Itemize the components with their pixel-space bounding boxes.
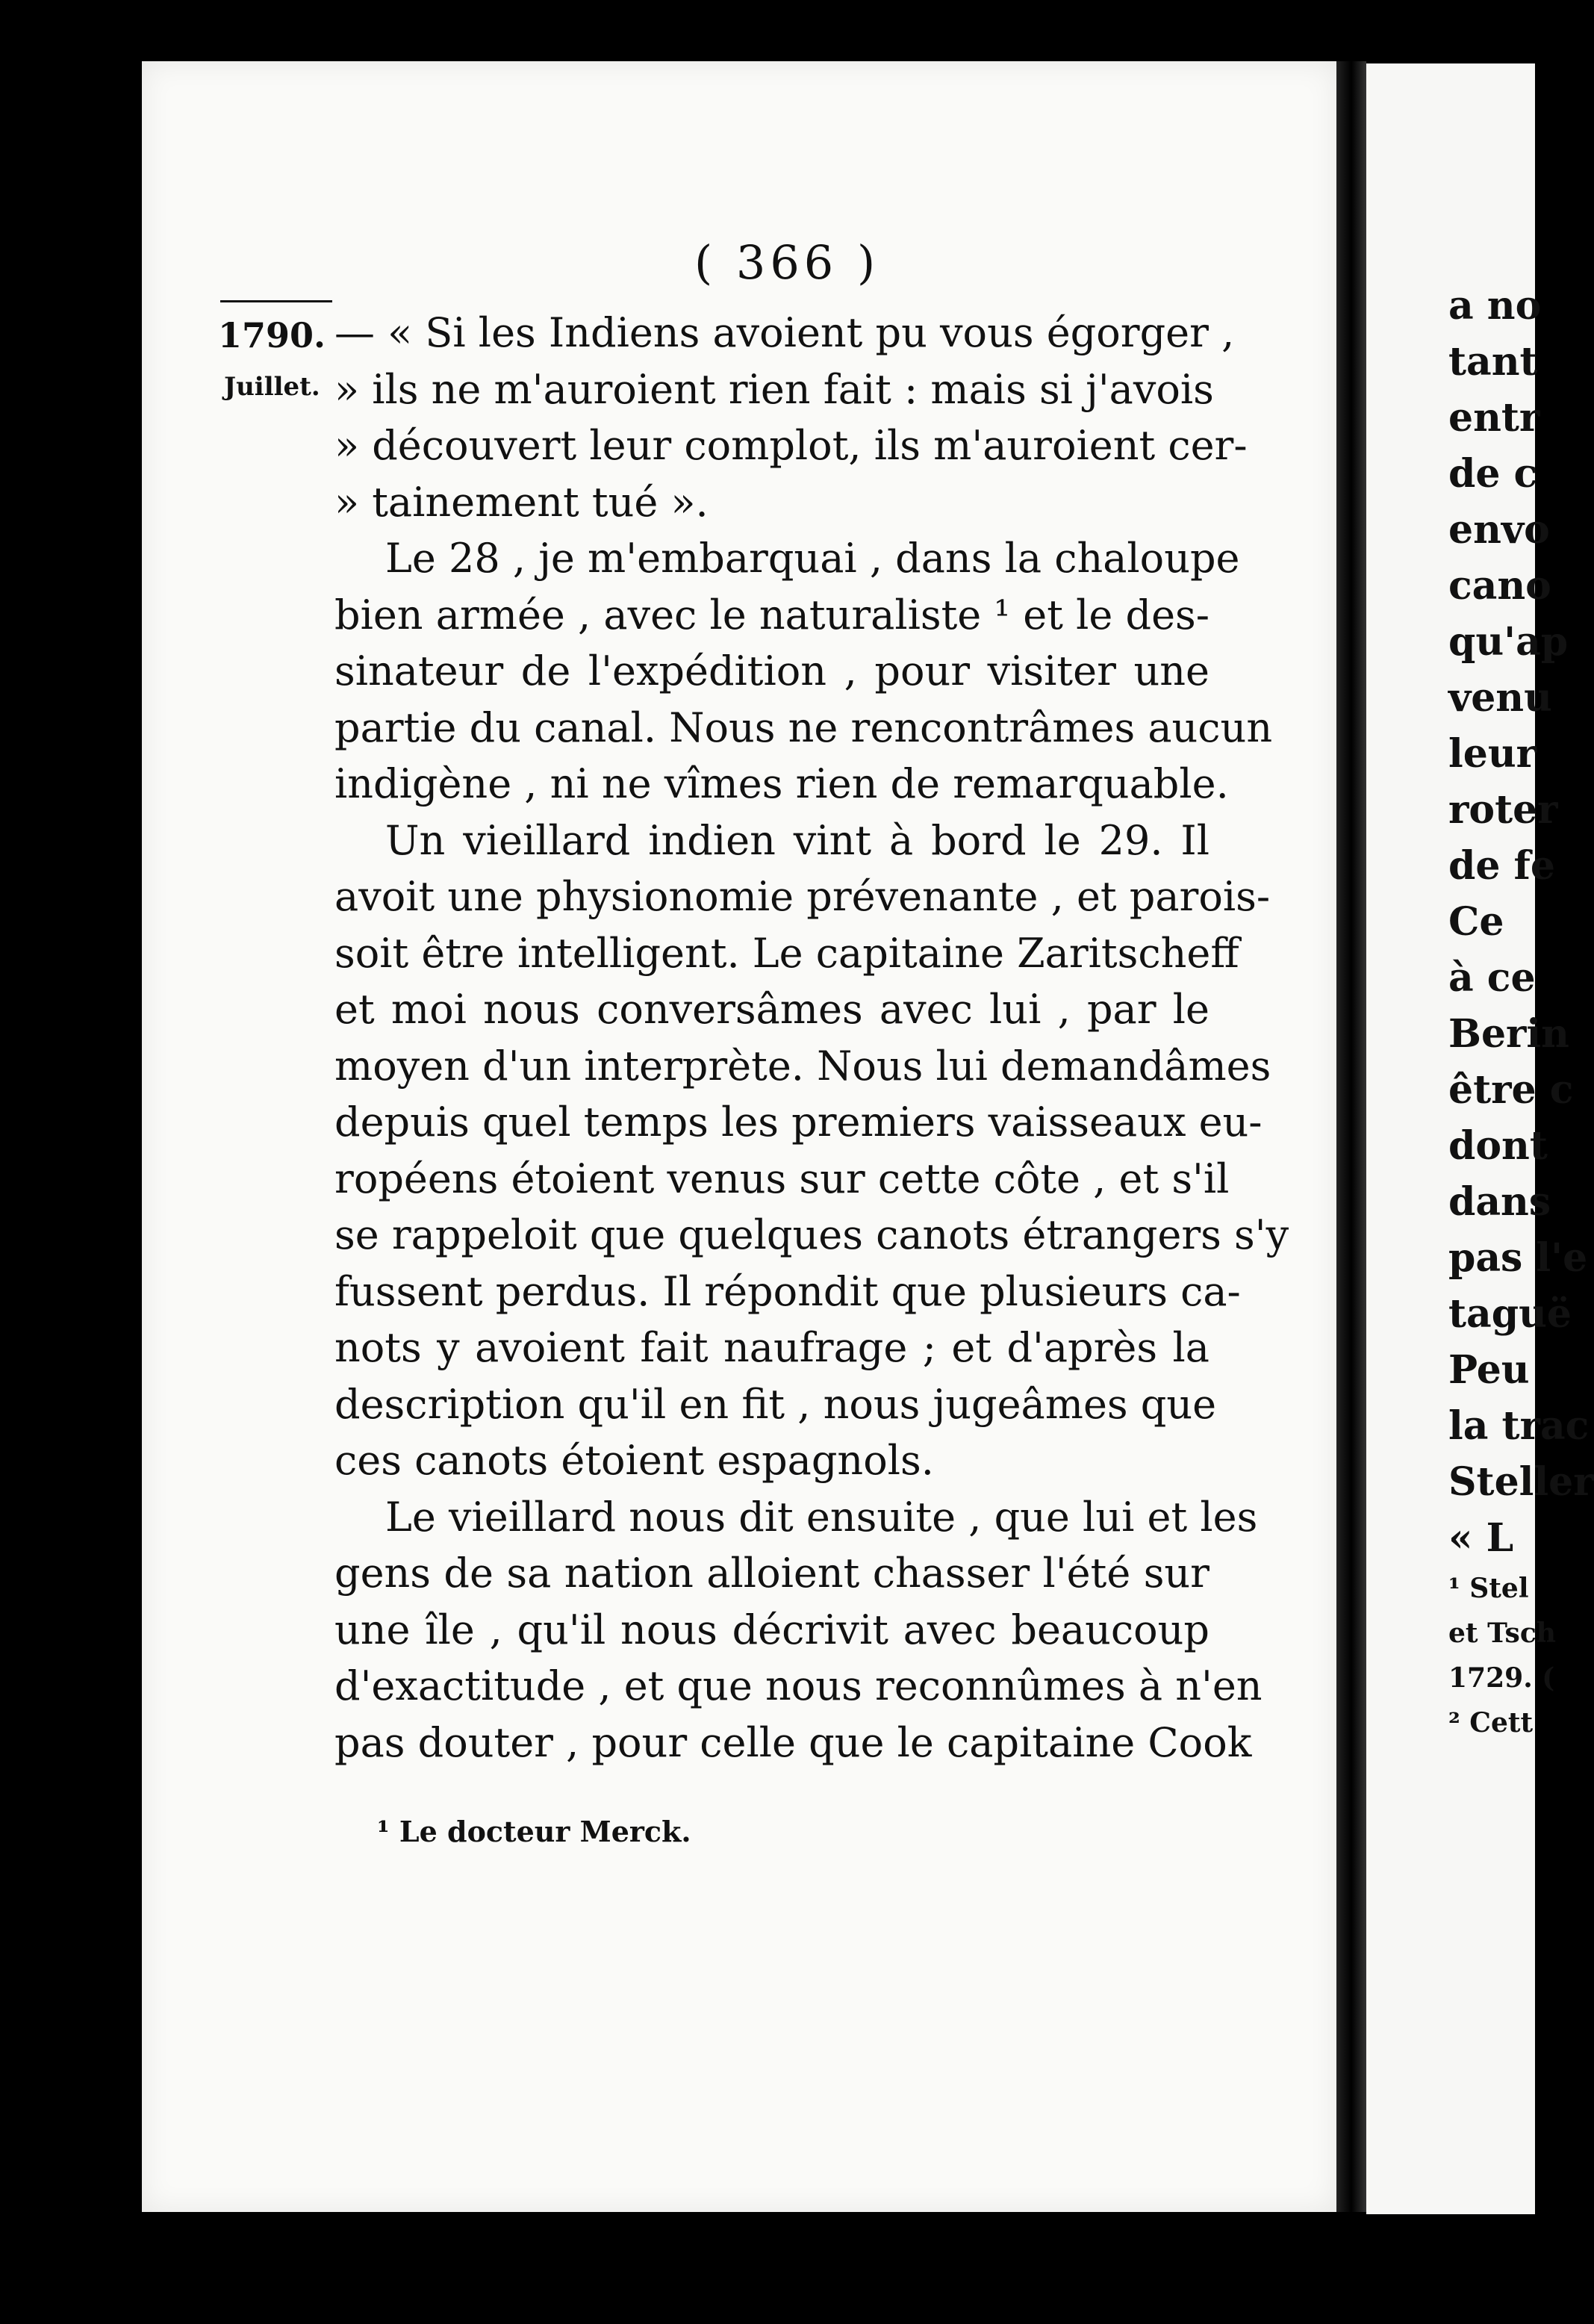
text-line: soit être intelligent. Le capitaine Zaritscheff	[334, 929, 1239, 977]
facing-line: cano	[1448, 563, 1551, 609]
facing-line: de c	[1448, 451, 1538, 497]
text-line: » tainement tué ».	[334, 478, 709, 526]
text-line: Un vieillard indien vint à bord le 29. Il	[385, 816, 1209, 864]
facing-line: venu	[1448, 675, 1552, 721]
facing-line: être c	[1448, 1067, 1574, 1113]
margin-month: Juillet.	[224, 372, 320, 402]
facing-line: envo	[1448, 507, 1550, 553]
facing-note: ¹ Stel	[1448, 1573, 1529, 1604]
body-text	[334, 305, 1289, 1771]
text-line: sinateur de l'expédition , pour visiter une	[334, 647, 1209, 695]
text-line: bien armée , avec le naturaliste ¹ et le des-	[334, 591, 1209, 639]
text-line: pas douter , pour celle que le capitaine Cook	[334, 1718, 1252, 1766]
text-line: avoit une physionomie prévenante , et parois-	[334, 873, 1271, 920]
facing-line: Ce	[1448, 899, 1504, 945]
facing-line: taguë	[1448, 1291, 1572, 1337]
facing-line: Steller	[1448, 1459, 1594, 1505]
text-line: moyen d'un interprète. Nous lui demandâmes	[334, 1042, 1271, 1090]
facing-line: la trac	[1448, 1403, 1590, 1449]
text-line: et moi nous conversâmes avec lui , par le	[334, 986, 1209, 1033]
text-line: — « Si les Indiens avoient pu vous égorger ,	[334, 309, 1235, 356]
text-line: nots y avoient fait naufrage ; et d'après la	[334, 1324, 1209, 1371]
text-line: » ils ne m'auroient rien fait : mais si j'avois	[334, 365, 1214, 413]
text-line: description qu'il en fit , nous jugeâmes que	[334, 1380, 1217, 1428]
text-line: indigène , ni ne vîmes rien de remarquable.	[334, 760, 1229, 807]
facing-line: de fe	[1448, 843, 1555, 889]
page-number: ( 366 )	[694, 235, 880, 290]
text-line: d'exactitude , et que nous reconnûmes à n'en	[334, 1662, 1263, 1709]
facing-line: dont	[1448, 1123, 1548, 1169]
facing-line: entr	[1448, 395, 1540, 441]
text-line: se rappeloit que quelques canots étrangers s'y	[334, 1211, 1289, 1258]
text-line: Le 28 , je m'embarquai , dans la chaloupe	[385, 535, 1240, 582]
facing-note: 1729. (	[1448, 1662, 1555, 1694]
facing-line: a no	[1448, 283, 1542, 329]
facing-line: Berin	[1448, 1011, 1569, 1057]
facing-line: roter	[1448, 787, 1558, 833]
margin-rule	[220, 300, 332, 302]
margin-year: 1790.	[218, 315, 326, 355]
text-line: » découvert leur complot, ils m'auroient cer-	[334, 422, 1248, 469]
facing-line: leur	[1448, 731, 1537, 777]
text-line: depuis quel temps les premiers vaisseaux eu-	[334, 1099, 1263, 1146]
facing-page-text	[1448, 278, 1594, 1745]
text-line: fussent perdus. Il répondit que plusieurs ca-	[334, 1267, 1241, 1315]
facing-line: « L	[1448, 1515, 1514, 1561]
facing-line: à ce	[1448, 955, 1536, 1001]
text-line: gens de sa nation alloient chasser l'été sur	[334, 1550, 1209, 1597]
text-line: ropéens étoient venus sur cette côte , et s'il	[334, 1155, 1230, 1202]
facing-line: tant	[1448, 339, 1538, 385]
facing-line: dans	[1448, 1179, 1551, 1225]
text-line: une île , qu'il nous décrivit avec beaucoup	[334, 1606, 1209, 1653]
text-line: Le vieillard nous dit ensuite , que lui et les	[385, 1493, 1258, 1541]
facing-note: et Tsch	[1448, 1618, 1556, 1649]
book-gutter	[1336, 61, 1366, 2212]
footnote: ¹ Le docteur Merck.	[377, 1815, 691, 1848]
facing-line: pas l'e	[1448, 1235, 1588, 1281]
text-line: partie du canal. Nous ne rencontrâmes aucun	[334, 703, 1273, 751]
facing-line: qu'ap	[1448, 619, 1569, 665]
facing-note: ² Cett	[1448, 1707, 1534, 1739]
text-line: ces canots étoient espagnols.	[334, 1437, 934, 1484]
facing-line: Peu	[1448, 1347, 1530, 1393]
